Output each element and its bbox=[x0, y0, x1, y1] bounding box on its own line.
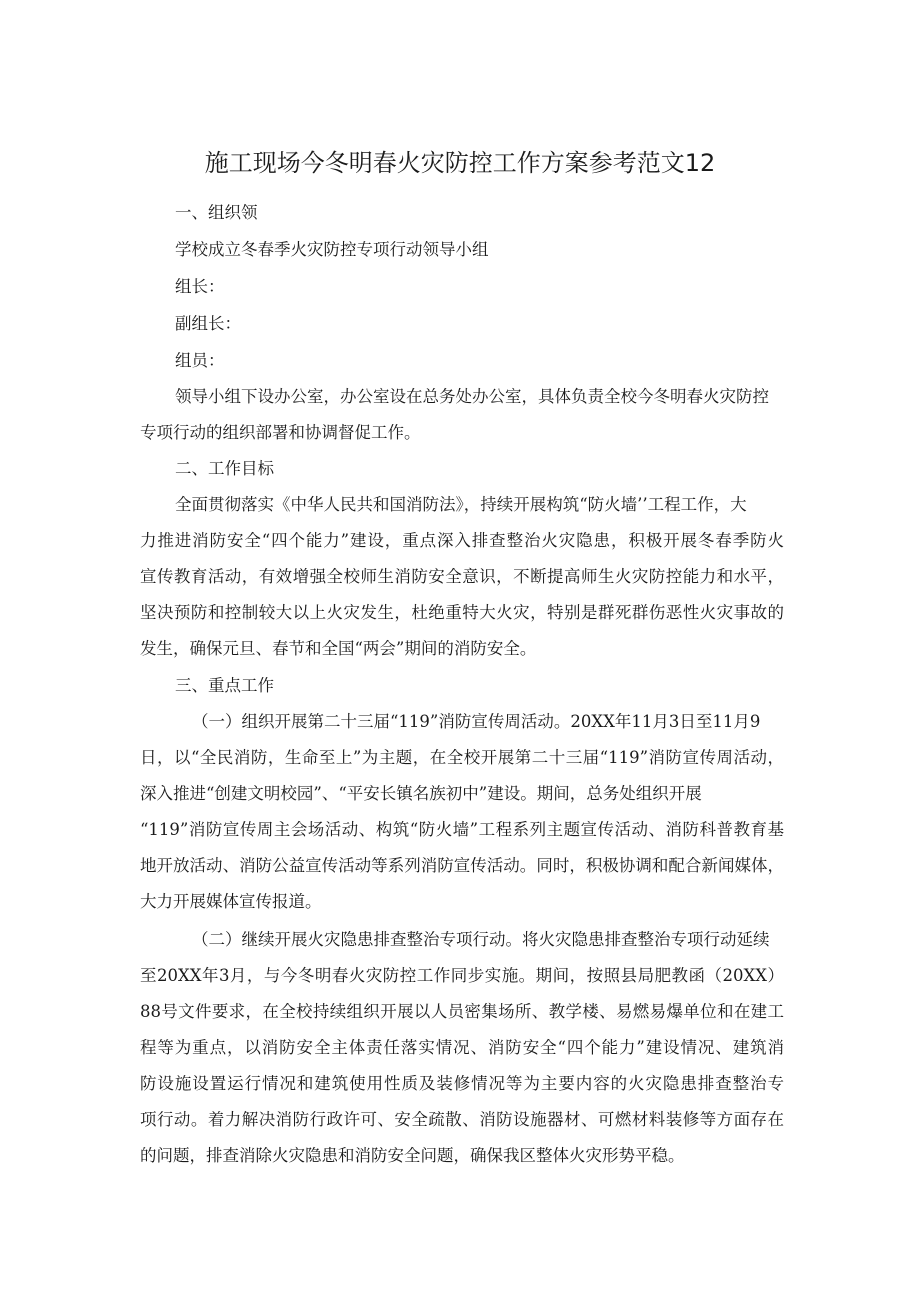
paragraph-line: 专项行动的组织部署和协调督促工作。 bbox=[140, 423, 421, 442]
paragraph-line: 大力开展媒体宣传报道。 bbox=[140, 892, 322, 911]
paragraph-line: 防设施设置运行情况和建筑使用性质及装修情况等为主要内容的火灾隐患排查整治专 bbox=[140, 1074, 784, 1093]
paragraph-line: 坚决预防和控制较大以上火灾发生，杜绝重特大火灾，特别是群死群伤恶性火灾事故的 bbox=[140, 603, 784, 622]
section-heading-goals: 二、工作目标 bbox=[175, 459, 274, 478]
paragraph-line: 至20XX年3月，与今冬明春火灾防控工作同步实施。期间，按照县局肥教函（20XX） bbox=[140, 966, 784, 985]
paragraph-line: 地开放活动、消防公益宣传活动等系列消防宣传活动。同时，积极协调和配合新闻媒体， bbox=[140, 856, 784, 875]
paragraph-line: 发生，确保元旦、春节和全国“两会”期间的消防安全。 bbox=[140, 639, 537, 658]
paragraph-line: 的问题，排查消除火灾隐患和消防安全问题，确保我区整体火灾形势平稳。 bbox=[140, 1146, 685, 1165]
paragraph-line: 组长： bbox=[175, 277, 225, 296]
paragraph-line: 全面贯彻落实《中华人民共和国消防法》，持续开展构筑“防火墙’’工程工作，大 bbox=[175, 495, 747, 514]
paragraph-line: 日，以“全民消防，生命至上”为主题，在全校开展第二十三届“119”消防宣传周活动， bbox=[140, 748, 784, 767]
paragraph-line: 项行动。着力解决消防行政许可、安全疏散、消防设施器材、可燃材料装修等方面存在 bbox=[140, 1110, 784, 1129]
paragraph-line: （一）组织开展第二十三届“119”消防宣传周活动。20XX年11月3日至11月9 bbox=[192, 712, 761, 731]
section-heading-key-work: 三、重点工作 bbox=[175, 676, 274, 695]
paragraph-line: 深入推进“创建文明校园”、“平安长镇名族初中”建设。期间，总务处组织开展 bbox=[140, 784, 702, 803]
section-heading-organization: 一、组织领 bbox=[175, 203, 258, 222]
paragraph-line: 力推进消防安全“四个能力”建设，重点深入排查整治火灾隐患，积极开展冬春季防火 bbox=[140, 531, 784, 550]
paragraph-line: 学校成立冬春季火灾防控专项行动领导小组 bbox=[175, 240, 489, 259]
paragraph-line: 领导小组下设办公室，办公室设在总务处办公室，具体负责全校今冬明春火灾防控 bbox=[175, 387, 769, 406]
paragraph-line: 宣传教育活动，有效增强全校师生消防安全意识，不断提高师生火灾防控能力和水平， bbox=[140, 567, 784, 586]
paragraph-line: 88号文件要求，在全校持续组织开展以人员密集场所、教学楼、易燃易爆单位和在建工 bbox=[140, 1002, 784, 1021]
paragraph-line: 副组长： bbox=[175, 314, 241, 333]
paragraph-line: 程等为重点，以消防安全主体责任落实情况、消防安全“四个能力”建设情况、建筑消 bbox=[140, 1038, 784, 1057]
document-title: 施工现场今冬明春火灾防控工作方案参考范文12 bbox=[204, 149, 716, 177]
paragraph-line: “119”消防宣传周主会场活动、构筑“防火墙”工程系列主题宣传活动、消防科普教育基 bbox=[140, 820, 784, 839]
paragraph-line: 组员： bbox=[175, 351, 225, 370]
paragraph-line: （二）继续开展火灾隐患排查整治专项行动。将火灾隐患排查整治专项行动延续 bbox=[192, 930, 770, 949]
